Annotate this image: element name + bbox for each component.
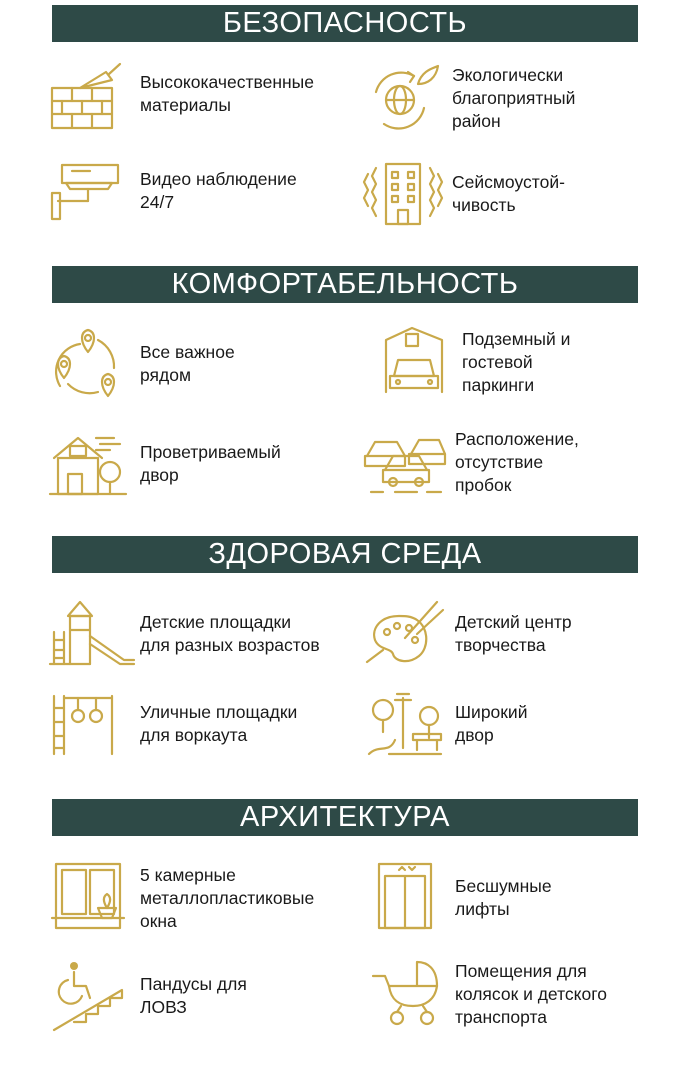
house-yard-tree-icon	[50, 428, 130, 500]
feature-workout-areas	[50, 688, 297, 760]
feature-label: Помещения для колясок и детского транспорта	[455, 960, 607, 1027]
elevator-icon	[365, 862, 445, 934]
feature-video-surveillance	[50, 155, 297, 227]
feature-label: Видео наблюдение 24/7	[140, 169, 297, 212]
eco-globe-leaves-icon	[362, 62, 442, 134]
bricks-trowel-icon	[50, 58, 130, 130]
feature-label: Сейсмоустой- чивость	[452, 172, 565, 215]
cctv-camera-icon	[50, 155, 130, 227]
feature-label: Все важное рядом	[140, 342, 235, 385]
feature-label: 5 камерные металлопластиковые окна	[140, 864, 315, 931]
section-title-architecture: АРХИТЕКТУРА	[52, 799, 638, 836]
feature-wide-yard	[365, 688, 528, 760]
feature-label: Подземный и гостевой паркинги	[462, 328, 571, 395]
window-plant-icon	[50, 862, 130, 934]
feature-label: Расположение, отсутствие пробок	[455, 428, 579, 495]
feature-silent-elevators	[365, 862, 552, 934]
feature-everything-nearby	[50, 328, 235, 400]
feature-label: Широкий двор	[455, 702, 528, 745]
feature-label: Бесшумные лифты	[455, 876, 552, 919]
section-title-safety: БЕЗОПАСНОСТЬ	[52, 5, 638, 42]
palette-brushes-icon	[365, 598, 445, 670]
feature-label: Детские площадки для разных возрастов	[140, 612, 320, 655]
feature-seismic	[362, 158, 565, 230]
feature-no-traffic	[365, 426, 579, 498]
feature-label: Пандусы для ЛОВЗ	[140, 974, 247, 1017]
baby-stroller-icon	[365, 958, 445, 1030]
feature-playgrounds	[50, 598, 320, 670]
feature-ventilated-yard	[50, 428, 281, 500]
feature-label: Экологически благоприятный район	[452, 64, 576, 131]
feature-eco-district	[362, 62, 575, 134]
feature-label: Детский центр творчества	[455, 612, 572, 655]
feature-quality-materials	[50, 58, 314, 130]
parking-garage-car-icon	[372, 326, 452, 398]
feature-label: Высококачественные материалы	[140, 72, 314, 115]
feature-ramps	[50, 960, 247, 1032]
feature-stroller-rooms	[365, 958, 607, 1030]
seismic-building-icon	[362, 158, 442, 230]
playground-slide-icon	[50, 598, 130, 670]
feature-parking	[372, 326, 570, 398]
map-pins-route-icon	[50, 328, 130, 400]
feature-creativity-center	[365, 598, 572, 670]
feature-pvc-windows	[50, 862, 314, 934]
park-lamp-bench-icon	[365, 688, 445, 760]
cars-traffic-icon	[365, 426, 445, 498]
feature-label: Проветриваемый двор	[140, 442, 281, 485]
wheelchair-ramp-icon	[50, 960, 130, 1032]
feature-label: Уличные площадки для воркаута	[140, 702, 298, 745]
workout-bars-rings-icon	[50, 688, 130, 760]
section-title-healthy-environment: ЗДОРОВАЯ СРЕДА	[52, 536, 638, 573]
section-title-comfort: КОМФОРТАБЕЛЬНОСТЬ	[52, 266, 638, 303]
